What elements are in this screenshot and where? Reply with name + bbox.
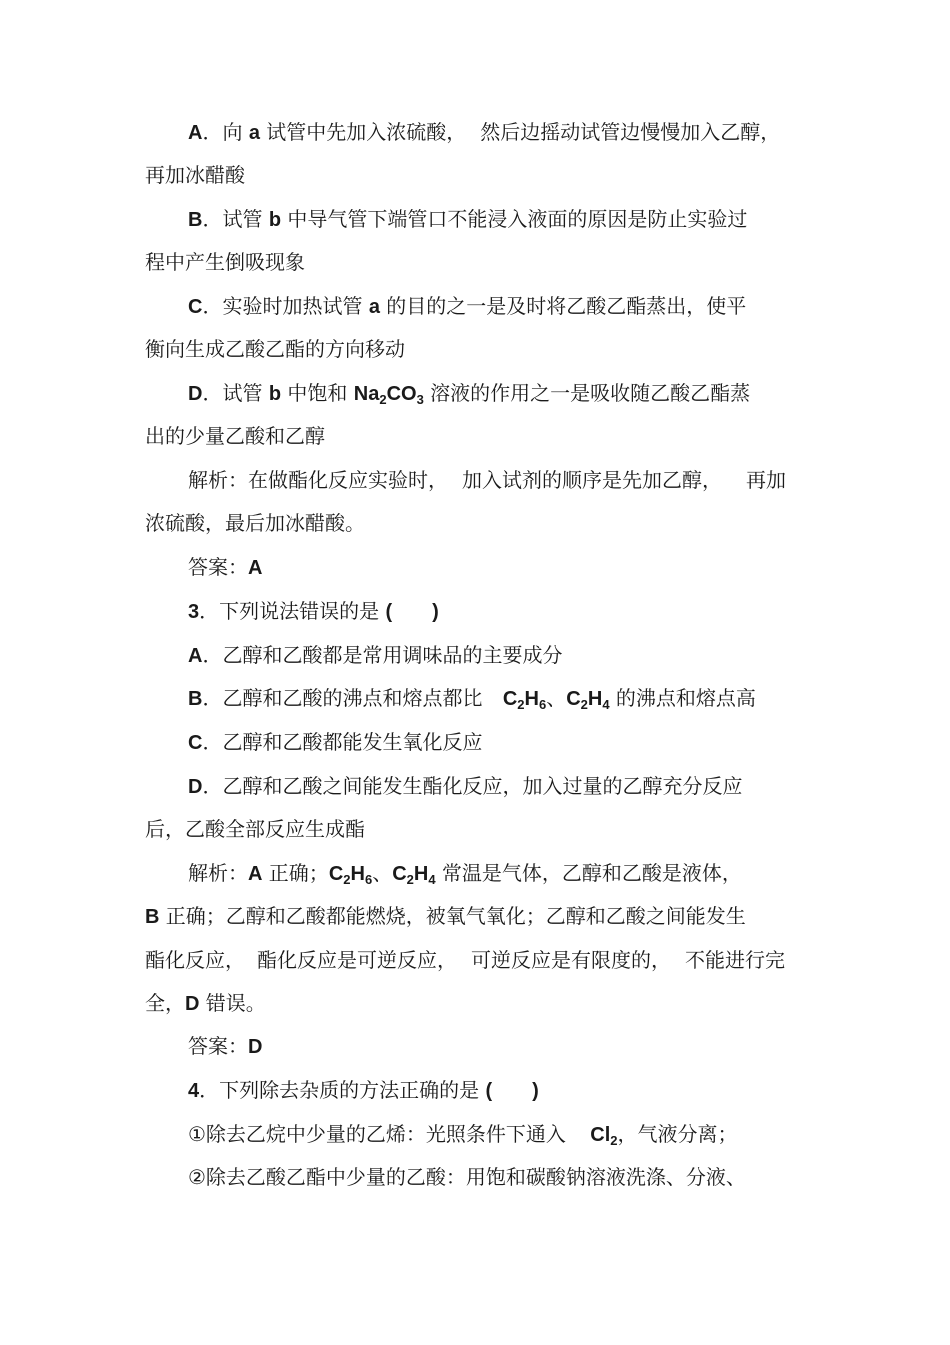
option-d-line-1 [188, 378, 868, 408]
formula-c2h6 [329, 863, 372, 885]
subscript: 4 [602, 697, 610, 712]
text: 错误。 [199, 991, 266, 1015]
text: ．试管 [202, 207, 269, 231]
q3-option-a [188, 640, 868, 670]
q3-answer-line [188, 1031, 868, 1061]
analysis-line-1 [188, 465, 868, 495]
text: ①除去乙烷中少量的乙烯：光照条件下通入 [188, 1122, 573, 1146]
option-label: C [188, 732, 203, 754]
answer-value: A [248, 557, 263, 579]
option-label: B [188, 209, 203, 231]
option-ref: A [248, 863, 263, 885]
answer-label: 答案： [188, 1034, 248, 1058]
text: 再加 [746, 468, 786, 492]
text: 然后边摇动试管边慢慢加入乙醇， [480, 120, 781, 144]
text: 解析：在做酯化反应实验时， [188, 468, 448, 492]
option-label: A [188, 645, 203, 667]
answer-blank: ( ) [485, 1080, 539, 1102]
text: ．乙醇和乙酸的沸点和熔点都比 [202, 686, 489, 710]
text: 试管中先加入浓硫酸， [259, 120, 467, 144]
question-text: ．下列说法错误的是 [199, 599, 386, 623]
text: 浓硫酸，最后加冰醋酸。 [145, 511, 365, 535]
text: 的目的之一是及时将乙酸乙酯蒸出，使平 [379, 294, 747, 318]
subscript: 6 [364, 872, 373, 887]
tube-label: a [368, 296, 380, 318]
formula-cl2 [590, 1124, 617, 1146]
text: ．试管 [202, 381, 269, 405]
text: 程中产生倒吸现象 [145, 250, 305, 274]
formula-part: C [392, 863, 407, 885]
tube-label: b [268, 383, 282, 405]
question-number: 4 [188, 1080, 200, 1102]
formula-c2h6 [503, 688, 546, 710]
option-b-line-1 [188, 204, 868, 234]
text: ．乙醇和乙酸都能发生氧化反应 [202, 730, 483, 754]
text: 解析： [188, 861, 248, 885]
option-label: D [188, 776, 203, 798]
text: ．向 [202, 120, 249, 144]
subscript: 2 [406, 872, 414, 887]
subscript: 6 [538, 697, 547, 712]
text: 中饱和 [281, 381, 354, 405]
text: 加入试剂的顺序是先加乙醇， [462, 468, 722, 492]
text: 的沸点和熔点高 [609, 686, 756, 710]
option-c-line-1 [188, 291, 868, 321]
formula-c2h4 [392, 863, 435, 885]
text: ．乙醇和乙酸之间能发生酯化反应，加入过量的乙醇充分反应 [202, 774, 743, 798]
formula-part: H [587, 688, 603, 710]
text: 出的少量乙酸和乙醇 [145, 424, 325, 448]
text: ．实验时加热试管 [202, 294, 369, 318]
q4-item-1 [188, 1119, 868, 1149]
formula-part: CO [386, 383, 417, 405]
tube-label: a [248, 122, 260, 144]
text: 酯化反应是可逆反应， [257, 948, 457, 972]
q3-option-b [188, 683, 868, 713]
text: 后，乙酸全部反应生成酯 [145, 817, 365, 841]
question-3 [188, 596, 868, 626]
q3-option-c [188, 727, 868, 757]
formula-part: C [328, 863, 344, 885]
subscript: 4 [428, 872, 436, 887]
option-label: A [188, 122, 203, 144]
subscript: 2 [379, 392, 387, 407]
text: 中导气管下端管口不能浸入液面的原因是防止实验过 [281, 207, 748, 231]
formula-na2co3 [354, 383, 424, 405]
subscript: 2 [580, 697, 588, 712]
text: 再加冰醋酸 [145, 163, 245, 187]
text: 酯化反应， [145, 948, 245, 972]
answer-label: 答案： [188, 555, 248, 579]
option-a-line-2 [145, 160, 825, 190]
formula-part: C [566, 688, 581, 710]
q3-analysis-line-1 [188, 858, 868, 888]
question-number: 3 [188, 601, 200, 623]
text: ，气液分离； [617, 1122, 738, 1146]
formula-part: Cl [590, 1124, 611, 1146]
q3-analysis-line-3 [145, 945, 825, 975]
option-label: D [188, 383, 203, 405]
question-4 [188, 1075, 868, 1105]
text: 衡向生成乙酸乙酯的方向移动 [145, 337, 405, 361]
text: 、 [372, 861, 393, 885]
subscript: 2 [610, 1133, 618, 1148]
text: 溶液的作用之一是吸收随乙酸乙酯蒸 [423, 381, 751, 405]
option-ref: B [145, 906, 160, 928]
formula-part: Na [353, 383, 380, 405]
text: 、 [546, 686, 567, 710]
option-ref: D [185, 993, 200, 1015]
question-text: ．下列除去杂质的方法正确的是 [199, 1078, 486, 1102]
formula-part: C [502, 688, 518, 710]
q3-analysis-line-4 [145, 988, 825, 1018]
analysis-line-2 [145, 508, 825, 538]
option-c-line-2 [145, 334, 825, 364]
option-b-line-2 [145, 247, 825, 277]
q3-option-d-line-1 [188, 771, 868, 801]
text: 不能进行完 [685, 948, 785, 972]
q4-item-2 [188, 1162, 868, 1192]
answer-line [188, 552, 868, 582]
option-label: C [188, 296, 203, 318]
formula-part: H [350, 863, 365, 885]
text: 常温是气体，乙醇和乙酸是液体， [435, 861, 742, 885]
formula-part: H [413, 863, 429, 885]
formula-c2h4 [566, 688, 609, 710]
text: ．乙醇和乙酸都是常用调味品的主要成分 [202, 643, 563, 667]
q3-analysis-line-2 [145, 901, 825, 931]
option-d-line-2 [145, 421, 825, 451]
q3-option-d-line-2 [145, 814, 825, 844]
formula-part: H [524, 688, 539, 710]
tube-label: b [268, 209, 282, 231]
subscript: 2 [517, 697, 525, 712]
answer-value: D [248, 1036, 263, 1058]
text: ②除去乙酸乙酯中少量的乙酸：用饱和碳酸钠溶液洗涤、分液、 [188, 1165, 746, 1189]
option-a-line-1 [188, 117, 868, 147]
text: 全， [145, 991, 185, 1015]
subscript: 2 [343, 872, 351, 887]
answer-blank: ( ) [385, 601, 439, 623]
text: 可逆反应是有限度的， [471, 948, 671, 972]
text: 正确；乙醇和乙酸都能燃烧，被氧气氧化；乙醇和乙酸之间能发生 [159, 904, 746, 928]
subscript: 3 [416, 392, 424, 407]
option-label: B [188, 688, 203, 710]
text: 正确； [262, 861, 329, 885]
